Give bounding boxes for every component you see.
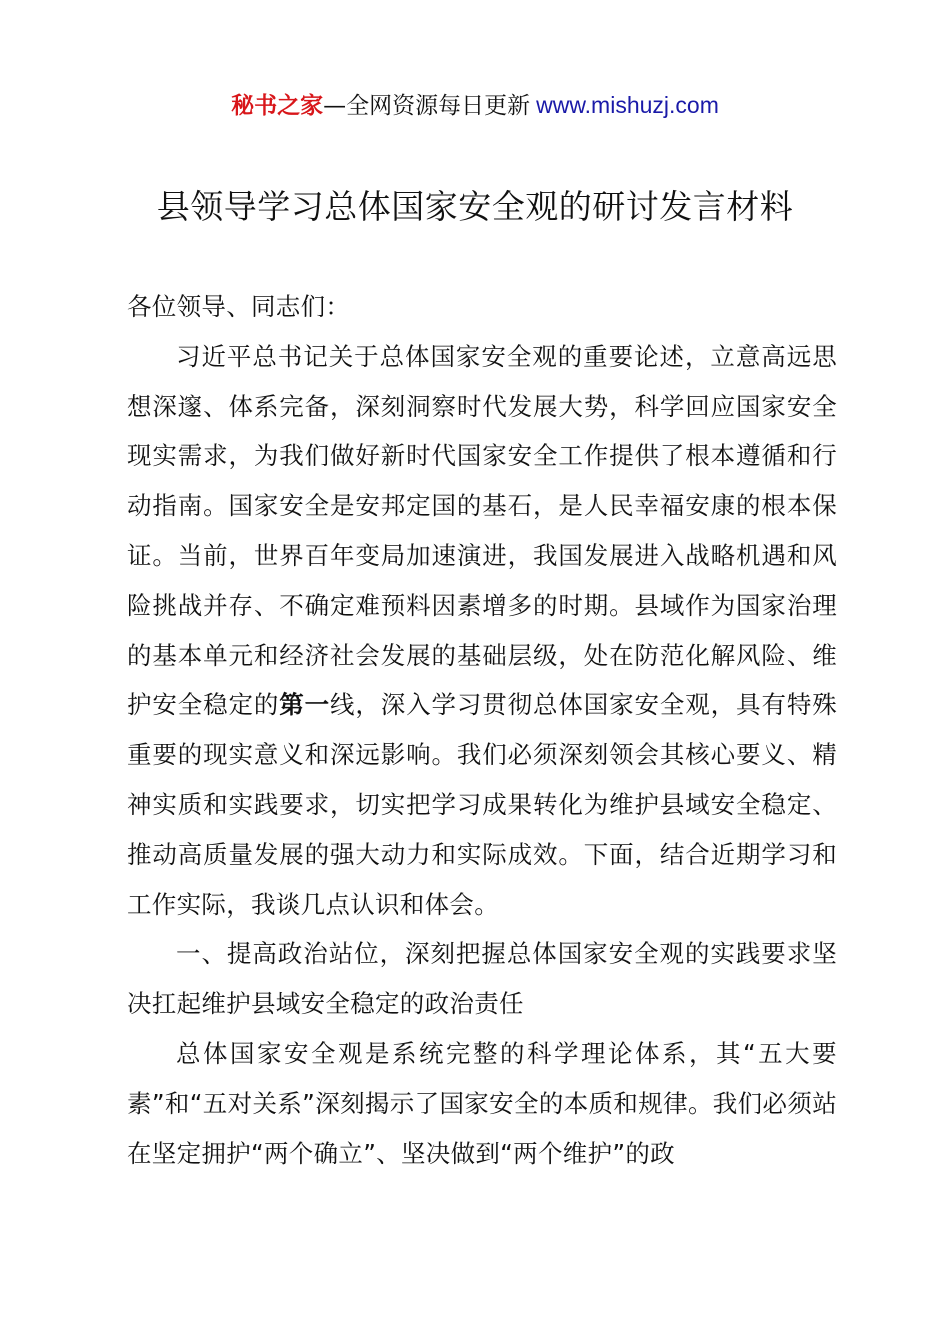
paragraph-intro-bold: 第一 [279, 690, 331, 720]
section-heading-1: 一、提高政治站位，深刻把握总体国家安全观的实践要求坚决扛起维护县域安全稳定的政治责任 [127, 939, 837, 1019]
paragraph-intro-text-b: 线，深入学习贯彻总体国家安全观，具有特殊重要的现实意义和深远影响。我们必须深刻领会其核心要义、精神实质和实践要求，切实把学习成果转化为维护县域安全稳定、推动高质量发展的强大动力和实际成效。下面，结合近期学习和工作实际，我谈几点认识和体会。 [127, 690, 837, 919]
site-url-link[interactable]: www.mishuzj.com [536, 92, 719, 118]
site-brand: 秘书之家 [231, 93, 324, 119]
paragraph-intro [127, 332, 837, 930]
site-header [0, 88, 950, 123]
site-tagline: —全网资源每日更新 [323, 93, 531, 119]
paragraph-intro-text-a: 习近平总书记关于总体国家安全观的重要论述，立意高远思想深邃、体系完备，深刻洞察时代发展大势，科学回应国家安全现实需求，为我们做好新时代国家安全工作提供了根本遵循和行动指南。国家安全是安邦定国的基石，是人民幸福安康的根本保证。当前，世界百年变局加速演进，我国发展进入战略机遇和风险挑战并存、不确定难预料因素增多的时期。县域作为国家治理的基本单元和经济社会发展的基础层级，处在防范化解风险、维护安全稳定的 [127, 341, 837, 720]
paragraph-section-1: 总体国家安全观是系统完整的科学理论体系，其“五大要素”和“五对关系”深刻揭示了国家安全的本质和规律。我们必须站在坚定拥护“两个确立”、坚决做到“两个维护”的政 [127, 1038, 837, 1168]
salutation: 各位领导、同志们： [127, 292, 351, 321]
document-body [127, 282, 837, 1178]
document-title: 县领导学习总体国家安全观的研讨发言材料 [156, 187, 794, 226]
